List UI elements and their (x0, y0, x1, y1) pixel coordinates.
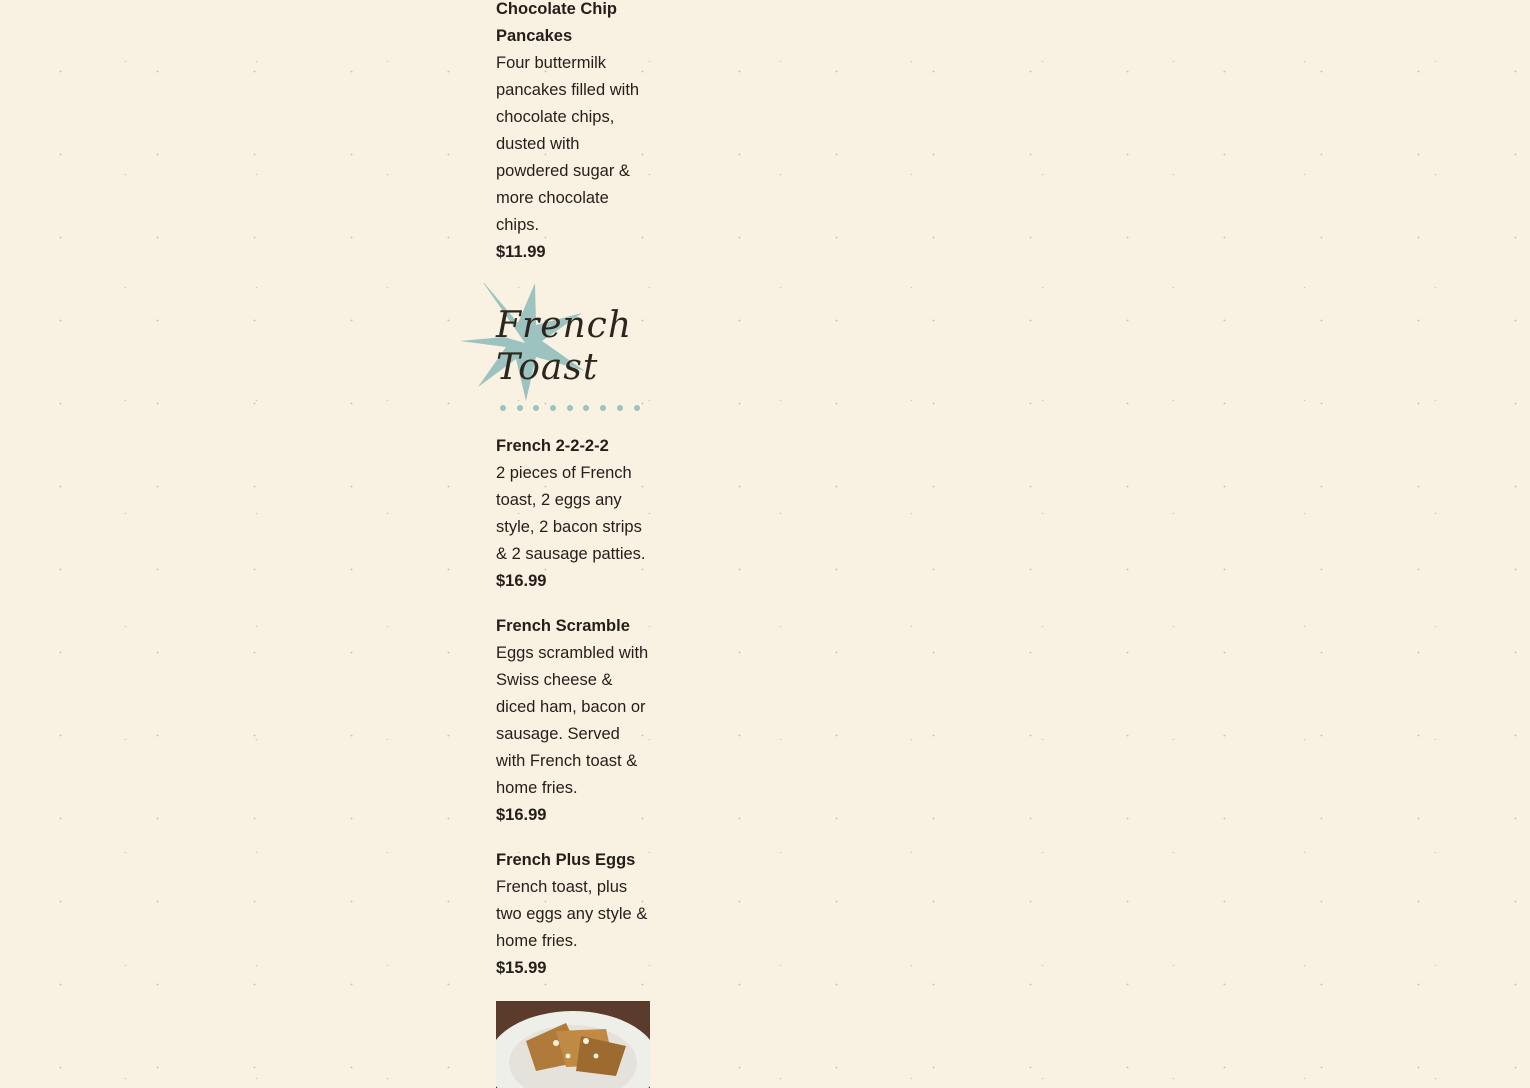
item-name: French Plus Eggs (496, 851, 636, 869)
item-price: $11.99 (496, 243, 546, 261)
section-header-french-toast (460, 283, 650, 423)
item-description: 2 pieces of French toast, 2 eggs any style, 2 bacon strips & 2 sausage patties. (496, 464, 646, 563)
menu-item (496, 847, 650, 982)
item-price: $16.99 (496, 806, 547, 824)
menu-item (496, 433, 650, 595)
menu-item (496, 613, 650, 829)
item-name: Chocolate Chip Pancakes (496, 0, 618, 45)
menu-item (496, 0, 650, 266)
dotted-divider (500, 405, 650, 417)
item-description: Four buttermilk pancakes filled with chocolate chips, dusted with powdered sugar & more chocolate chips. (496, 54, 640, 234)
item-description: Eggs scrambled with Swiss cheese & diced ham, bacon or sausage. Served with French toast & home fries. (496, 644, 649, 797)
item-price: $16.99 (496, 572, 547, 590)
item-name: French Scramble (496, 617, 630, 635)
item-price: $15.99 (496, 959, 547, 977)
french-toast-photo[interactable] (496, 1001, 650, 1088)
section-title: French Toast (496, 305, 633, 388)
item-description: French toast, plus two eggs any style & home fries. (496, 878, 648, 950)
item-name: French 2-2-2-2 (496, 437, 609, 455)
